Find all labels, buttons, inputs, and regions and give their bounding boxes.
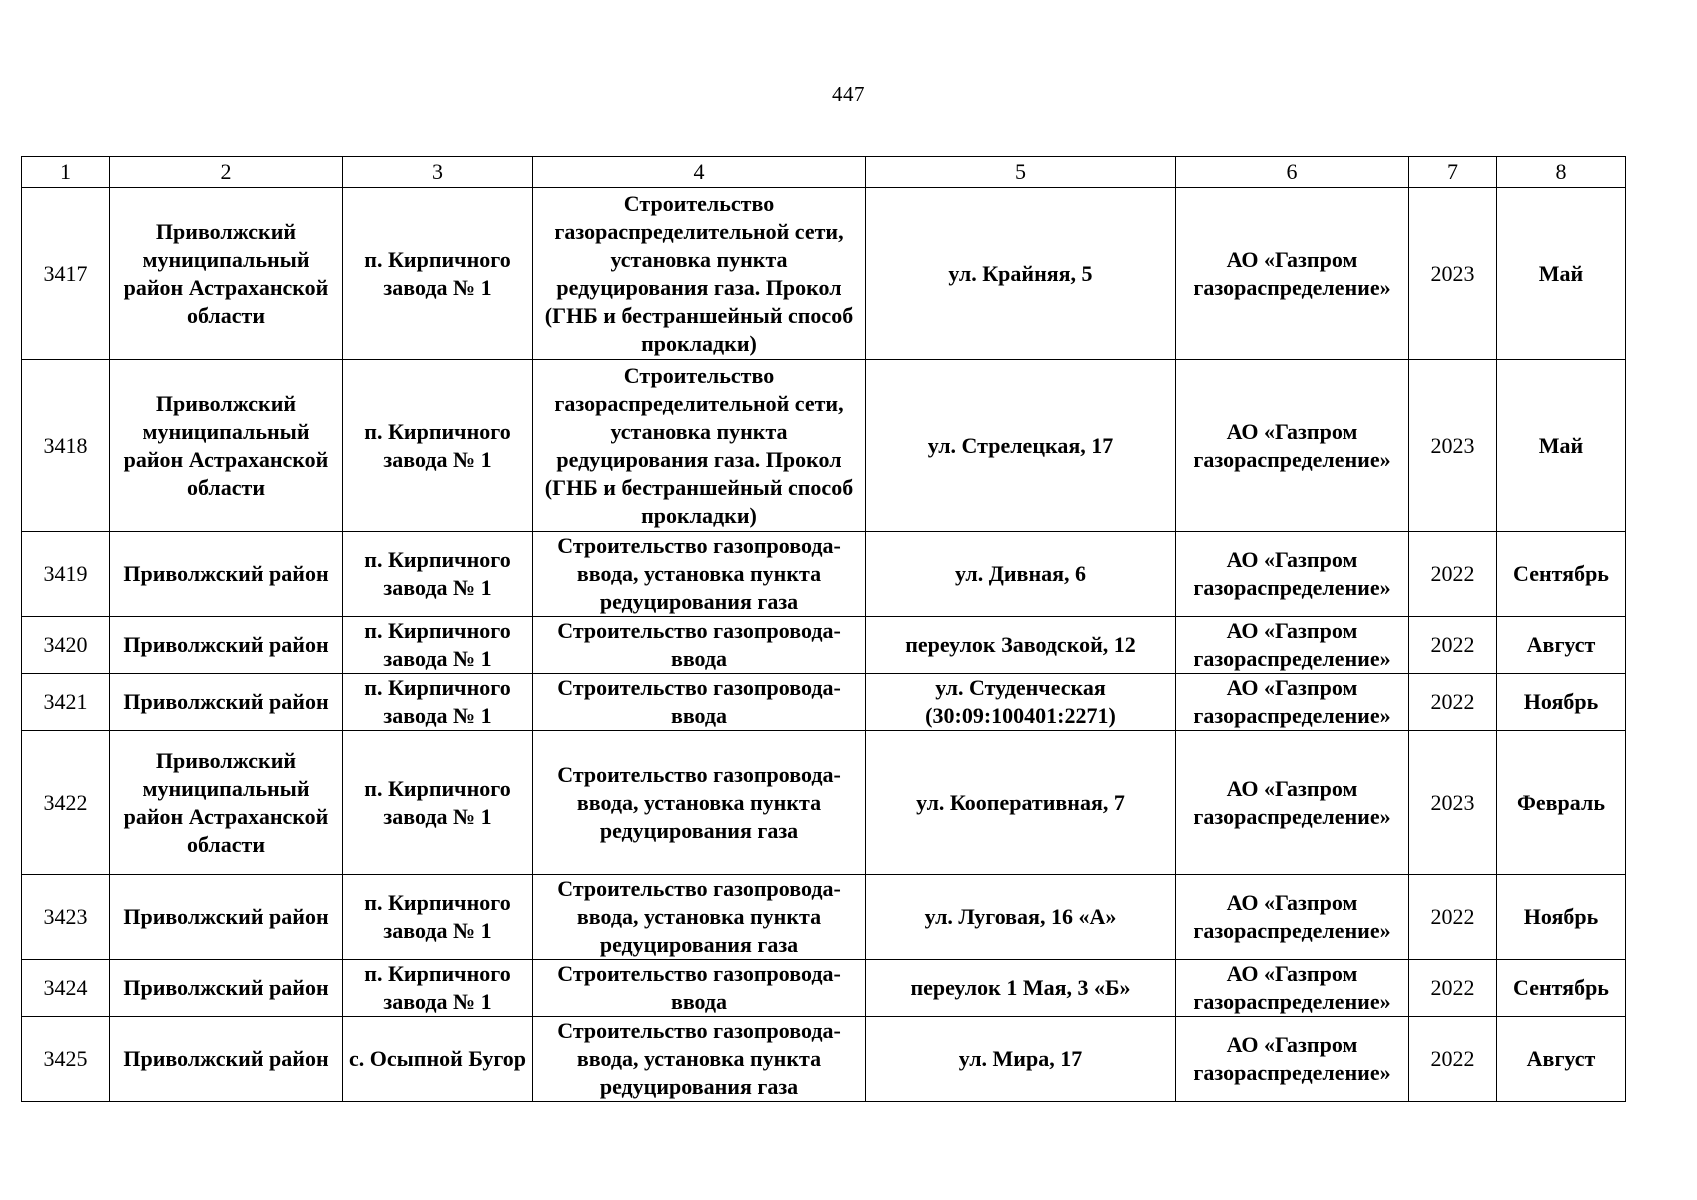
settlement-cell: с. Осыпной Бугор [343, 1017, 533, 1102]
settlement-cell: п. Кирпичного завода № 1 [343, 731, 533, 875]
organization-cell: АО «Газпром газораспределение» [1176, 875, 1409, 960]
organization-cell: АО «Газпром газораспределение» [1176, 188, 1409, 360]
table-row [22, 617, 1626, 674]
header-cell-3: 3 [343, 157, 533, 188]
table-row [22, 875, 1626, 960]
row-number-cell: 3425 [22, 1017, 110, 1102]
organization-cell: АО «Газпром газораспределение» [1176, 674, 1409, 731]
address-cell: ул. Крайняя, 5 [866, 188, 1176, 360]
address-cell: ул. Мира, 17 [866, 1017, 1176, 1102]
header-cell-6: 6 [1176, 157, 1409, 188]
header-cell-2: 2 [110, 157, 343, 188]
district-cell: Приволжский район [110, 617, 343, 674]
gasification-schedule-table [21, 156, 1626, 1102]
district-cell: Приволжский муниципальный район Астраханской области [110, 188, 343, 360]
address-cell: переулок Заводской, 12 [866, 617, 1176, 674]
work-type-cell: Строительство газопровода-ввода, установка пункта редуцирования газа [533, 731, 866, 875]
header-cell-5: 5 [866, 157, 1176, 188]
table-row [22, 731, 1626, 875]
settlement-cell: п. Кирпичного завода № 1 [343, 360, 533, 532]
address-cell: ул. Стрелецкая, 17 [866, 360, 1176, 532]
work-type-cell: Строительство газораспределительной сети, установка пункта редуцирования газа. Прокол (ГНБ и бестраншейный способ прокладки) [533, 188, 866, 360]
address-cell: переулок 1 Мая, 3 «Б» [866, 960, 1176, 1017]
settlement-cell: п. Кирпичного завода № 1 [343, 960, 533, 1017]
row-number-cell: 3419 [22, 532, 110, 617]
district-cell: Приволжский район [110, 960, 343, 1017]
header-cell-8: 8 [1497, 157, 1626, 188]
year-cell: 2022 [1409, 960, 1497, 1017]
month-cell: Май [1497, 360, 1626, 532]
table-row [22, 674, 1626, 731]
year-cell: 2023 [1409, 188, 1497, 360]
row-number-cell: 3420 [22, 617, 110, 674]
organization-cell: АО «Газпром газораспределение» [1176, 617, 1409, 674]
month-cell: Ноябрь [1497, 674, 1626, 731]
district-cell: Приволжский муниципальный район Астраханской области [110, 731, 343, 875]
address-cell: ул. Дивная, 6 [866, 532, 1176, 617]
district-cell: Приволжский район [110, 875, 343, 960]
header-cell-4: 4 [533, 157, 866, 188]
month-cell: Август [1497, 617, 1626, 674]
organization-cell: АО «Газпром газораспределение» [1176, 360, 1409, 532]
work-type-cell: Строительство газопровода-ввода [533, 960, 866, 1017]
page-number: 447 [832, 82, 865, 106]
district-cell: Приволжский район [110, 1017, 343, 1102]
table-row [22, 360, 1626, 532]
row-number-cell: 3418 [22, 360, 110, 532]
organization-cell: АО «Газпром газораспределение» [1176, 960, 1409, 1017]
year-cell: 2022 [1409, 1017, 1497, 1102]
row-number-cell: 3417 [22, 188, 110, 360]
address-cell: ул. Луговая, 16 «А» [866, 875, 1176, 960]
year-cell: 2023 [1409, 731, 1497, 875]
settlement-cell: п. Кирпичного завода № 1 [343, 188, 533, 360]
month-cell: Сентябрь [1497, 532, 1626, 617]
header-cell-1: 1 [22, 157, 110, 188]
header-row [22, 157, 1626, 188]
year-cell: 2022 [1409, 617, 1497, 674]
month-cell: Февраль [1497, 731, 1626, 875]
work-type-cell: Строительство газораспределительной сети, установка пункта редуцирования газа. Прокол (ГНБ и бестраншейный способ прокладки) [533, 360, 866, 532]
work-type-cell: Строительство газопровода-ввода [533, 617, 866, 674]
work-type-cell: Строительство газопровода-ввода [533, 674, 866, 731]
row-number-cell: 3423 [22, 875, 110, 960]
month-cell: Ноябрь [1497, 875, 1626, 960]
organization-cell: АО «Газпром газораспределение» [1176, 532, 1409, 617]
work-type-cell: Строительство газопровода-ввода, установка пункта редуцирования газа [533, 532, 866, 617]
table-row [22, 188, 1626, 360]
district-cell: Приволжский муниципальный район Астраханской области [110, 360, 343, 532]
table-row [22, 960, 1626, 1017]
settlement-cell: п. Кирпичного завода № 1 [343, 674, 533, 731]
organization-cell: АО «Газпром газораспределение» [1176, 1017, 1409, 1102]
district-cell: Приволжский район [110, 532, 343, 617]
work-type-cell: Строительство газопровода-ввода, установка пункта редуцирования газа [533, 875, 866, 960]
table-row [22, 532, 1626, 617]
month-cell: Август [1497, 1017, 1626, 1102]
row-number-cell: 3422 [22, 731, 110, 875]
month-cell: Май [1497, 188, 1626, 360]
organization-cell: АО «Газпром газораспределение» [1176, 731, 1409, 875]
header-cell-7: 7 [1409, 157, 1497, 188]
settlement-cell: п. Кирпичного завода № 1 [343, 532, 533, 617]
row-number-cell: 3421 [22, 674, 110, 731]
year-cell: 2022 [1409, 674, 1497, 731]
address-cell: ул. Кооперативная, 7 [866, 731, 1176, 875]
year-cell: 2022 [1409, 532, 1497, 617]
month-cell: Сентябрь [1497, 960, 1626, 1017]
year-cell: 2022 [1409, 875, 1497, 960]
year-cell: 2023 [1409, 360, 1497, 532]
address-cell: ул. Студенческая (30:09:100401:2271) [866, 674, 1176, 731]
settlement-cell: п. Кирпичного завода № 1 [343, 875, 533, 960]
settlement-cell: п. Кирпичного завода № 1 [343, 617, 533, 674]
district-cell: Приволжский район [110, 674, 343, 731]
table-row [22, 1017, 1626, 1102]
work-type-cell: Строительство газопровода-ввода, установка пункта редуцирования газа [533, 1017, 866, 1102]
row-number-cell: 3424 [22, 960, 110, 1017]
